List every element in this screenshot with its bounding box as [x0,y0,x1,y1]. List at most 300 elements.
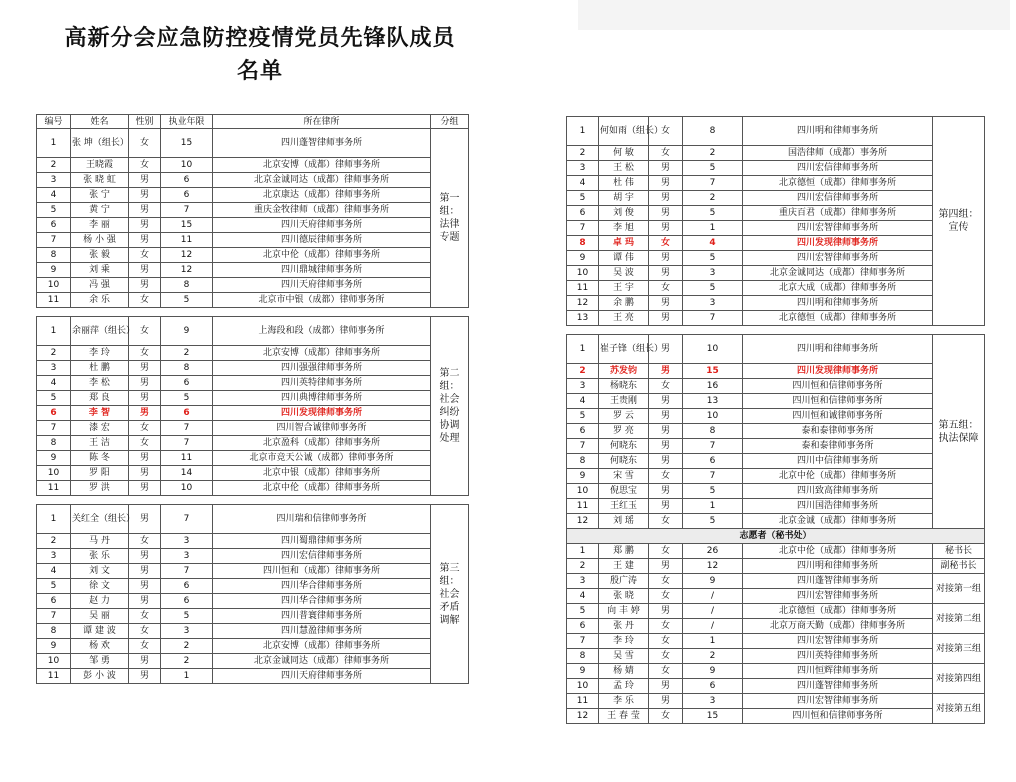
member-years: 12 [161,248,213,263]
row-number: 4 [37,376,71,391]
member-firm: 北京盈科（成都）律师事务所 [213,436,431,451]
member-firm: 北京中银（成都）律师事务所 [213,466,431,481]
page-title [40,22,480,88]
member-role: 对接第一组 [933,574,985,604]
member-firm: 四川慧盈律师事务所 [213,624,431,639]
row-number: 6 [37,406,71,421]
member-name: 冯 强 [71,278,129,293]
row-number: 8 [567,649,599,664]
row-number: 7 [567,221,599,236]
table-row [567,394,985,409]
member-firm: 四川典博律师事务所 [213,391,431,406]
member-name: 杜 鹏 [71,361,129,376]
row-number: 10 [37,278,71,293]
member-firm: 四川普寰律师事务所 [213,609,431,624]
member-name: 何晓东 [599,454,649,469]
table-row [37,421,469,436]
member-gender: 女 [129,624,161,639]
member-gender: 男 [649,364,683,379]
member-firm: 北京大成（成都）律师事务所 [743,281,933,296]
row-number: 8 [37,624,71,639]
member-gender: 女 [129,421,161,436]
row-number: 3 [567,574,599,589]
table-row [567,311,985,326]
group-label: 第五组：执法保障 [933,335,985,529]
member-name: 王 洁 [71,436,129,451]
row-number: 12 [567,296,599,311]
member-gender: 男 [129,278,161,293]
member-name: 张 晓 虹 [71,173,129,188]
member-firm: 四川恒辉律师事务所 [743,664,933,679]
table-row [37,406,469,421]
member-gender: 男 [129,263,161,278]
member-gender: 男 [649,424,683,439]
member-firm: 北京安博（成都）律师事务所 [213,346,431,361]
member-gender: 男 [129,188,161,203]
member-gender: 女 [129,346,161,361]
member-years: 2 [683,191,743,206]
member-gender: 女 [649,469,683,484]
table-row [37,579,469,594]
row-number: 10 [567,679,599,694]
row-number: 6 [567,206,599,221]
member-name: 吴 波 [599,266,649,281]
member-gender: 女 [129,129,161,158]
table-row [37,248,469,263]
volunteer-row [567,694,985,709]
row-number: 1 [567,544,599,559]
member-years: 2 [161,639,213,654]
table-row [567,281,985,296]
member-role: 对接第四组 [933,664,985,694]
member-name: 谭 建 波 [71,624,129,639]
member-years: 7 [161,505,213,534]
volunteer-row [567,589,985,604]
member-gender: 男 [649,394,683,409]
member-years: 4 [683,236,743,251]
table-row [37,317,469,346]
volunteer-row [567,559,985,574]
table-row [37,218,469,233]
row-number: 6 [567,619,599,634]
member-name: 刘 乘 [71,263,129,278]
table-row [37,481,469,496]
member-name: 张 毅 [71,248,129,263]
group3-body [37,505,469,684]
row-number: 10 [37,466,71,481]
volunteer-row [567,664,985,679]
table-row [37,346,469,361]
group1-body [37,129,469,308]
member-name: 郑 良 [71,391,129,406]
member-firm: 四川发现律师事务所 [743,236,933,251]
member-gender: 女 [649,236,683,251]
member-firm: 四川宏智律师事务所 [743,251,933,266]
table-row [37,376,469,391]
row-number: 12 [567,709,599,724]
member-years: 26 [683,544,743,559]
table-row [37,188,469,203]
member-firm: 北京安博（成都）律师事务所 [213,158,431,173]
table-row [567,484,985,499]
row-number: 6 [37,218,71,233]
row-number: 5 [37,203,71,218]
left-roster-sheet [36,114,468,746]
row-number: 3 [567,379,599,394]
member-firm: 四川天府律师事务所 [213,278,431,293]
member-firm: 北京中伦（成都）律师事务所 [213,481,431,496]
member-firm: 泰和泰律师事务所 [743,439,933,454]
row-number: 7 [37,421,71,436]
member-name: 邹 勇 [71,654,129,669]
member-years: 9 [683,574,743,589]
member-firm: 北京德恒（成都）律师事务所 [743,604,933,619]
member-firm: 北京金诚同达（成都）律师事务所 [213,173,431,188]
table-row [567,424,985,439]
member-gender: 女 [649,379,683,394]
member-gender: 男 [649,454,683,469]
member-name: 黄 宁 [71,203,129,218]
member-firm: 北京安博（成都）律师事务所 [213,639,431,654]
member-firm: 四川宏智律师事务所 [743,589,933,604]
member-years: 7 [161,564,213,579]
row-number: 11 [567,281,599,296]
member-name: 余 乐 [71,293,129,308]
member-firm: 四川明和律师事务所 [743,559,933,574]
member-gender: 男 [649,484,683,499]
table-row [567,296,985,311]
table-row [37,278,469,293]
group-label: 第一组：法律专题 [431,129,469,308]
table-row [567,161,985,176]
row-number: 2 [567,559,599,574]
member-firm: 四川恒和信律师事务所 [743,394,933,409]
member-gender: 男 [649,679,683,694]
member-years: 12 [161,263,213,278]
member-years: 10 [683,335,743,364]
member-name: 李 玲 [71,346,129,361]
col-name: 姓名 [71,115,129,129]
member-years: 7 [683,439,743,454]
member-name: 李 丽 [71,218,129,233]
row-number: 5 [567,409,599,424]
volunteer-row [567,634,985,649]
member-firm: 北京中伦（成都）律师事务所 [213,248,431,263]
member-name: 张 坤（组长） [71,129,129,158]
member-name: 刘 文 [71,564,129,579]
volunteer-row [567,649,985,664]
member-years: 2 [683,146,743,161]
member-years: 8 [683,424,743,439]
member-firm: 北京市竞天公诚（成都）律师事务所 [213,451,431,466]
member-gender: 男 [129,233,161,248]
member-firm: 国浩律师（成都）事务所 [743,146,933,161]
member-years: 5 [683,251,743,266]
left-header-row [37,115,469,129]
row-number: 2 [37,346,71,361]
member-gender: 女 [129,317,161,346]
member-years: 9 [161,317,213,346]
member-firm: 四川宏智律师事务所 [743,694,933,709]
row-number: 6 [567,424,599,439]
group4-body [567,117,985,326]
member-years: 7 [161,436,213,451]
member-years: 15 [161,218,213,233]
table-row [37,669,469,684]
member-years: 5 [683,484,743,499]
member-years: 6 [161,173,213,188]
table-row [567,117,985,146]
member-name: 张 丹 [599,619,649,634]
member-firm: 重庆金牧律师（成都）律师事务所 [213,203,431,218]
member-years: 6 [161,376,213,391]
member-role: 对接第三组 [933,634,985,664]
member-gender: 女 [649,664,683,679]
member-firm: 重庆百君（成都）律师事务所 [743,206,933,221]
member-years: 6 [161,594,213,609]
table-row [37,549,469,564]
member-years: 5 [161,391,213,406]
row-number: 3 [37,361,71,376]
table-row [37,173,469,188]
table-row [37,263,469,278]
row-number: 1 [567,117,599,146]
member-firm: 北京德恒（成都）律师事务所 [743,176,933,191]
right-roster-table [566,116,985,724]
table-row [567,191,985,206]
col-group: 分组 [431,115,469,129]
row-number: 7 [37,233,71,248]
member-gender: 男 [649,251,683,266]
member-firm: 四川智合诚律师事务所 [213,421,431,436]
member-role: 副秘书长 [933,559,985,574]
member-firm: 四川致高律师事务所 [743,484,933,499]
row-number: 9 [567,664,599,679]
member-firm: 北京市中银（成都）律师事务所 [213,293,431,308]
member-years: 11 [161,451,213,466]
member-gender: 女 [649,709,683,724]
table-row [567,364,985,379]
member-gender: 男 [649,266,683,281]
table-row [37,361,469,376]
member-years: 13 [683,394,743,409]
member-name: 王 春 莹 [599,709,649,724]
member-name: 罗 亮 [599,424,649,439]
member-name: 王 建 [599,559,649,574]
member-gender: 男 [129,391,161,406]
member-gender: 男 [129,549,161,564]
table-row [37,654,469,669]
table-row [37,609,469,624]
member-years: 7 [683,176,743,191]
member-name: 王晓霞 [71,158,129,173]
member-name: 张 宁 [71,188,129,203]
row-number: 11 [567,499,599,514]
table-row [567,251,985,266]
member-name: 杨 婧 [599,664,649,679]
member-gender: 男 [129,466,161,481]
volunteer-row [567,604,985,619]
row-number: 7 [567,634,599,649]
table-row [567,146,985,161]
member-firm: 四川中信律师事务所 [743,454,933,469]
row-number: 9 [37,639,71,654]
member-gender: 男 [129,451,161,466]
member-years: 7 [683,311,743,326]
member-name: 杨 小 强 [71,233,129,248]
col-years: 执业年限 [161,115,213,129]
member-gender: 男 [649,694,683,709]
member-firm: 四川蓬智律师事务所 [743,574,933,589]
row-number: 4 [567,394,599,409]
group-label: 第四组：宣传 [933,117,985,326]
row-number: 3 [37,173,71,188]
table-row [567,176,985,191]
member-name: 王贵刚 [599,394,649,409]
row-number: 11 [37,481,71,496]
member-name: 宋 雪 [599,469,649,484]
row-number: 10 [567,266,599,281]
table-row [567,469,985,484]
member-firm: 四川宏信律师事务所 [213,549,431,564]
member-years: 5 [161,609,213,624]
row-number: 9 [37,451,71,466]
title-line-1: 高新分会应急防控疫情党员先锋队成员 [64,26,456,51]
member-gender: 男 [649,191,683,206]
member-name: 余丽萍（组长） [71,317,129,346]
table-row [37,624,469,639]
member-name: 王红玉 [599,499,649,514]
title-line-2: 名单 [236,59,283,84]
member-years: 15 [161,129,213,158]
member-years: 11 [161,233,213,248]
group-gap [567,326,985,335]
member-gender: 男 [129,173,161,188]
member-name: 何 敏 [599,146,649,161]
member-name: 殷广涛 [599,574,649,589]
member-firm: 四川英特律师事务所 [213,376,431,391]
member-name: 苏发钧 [599,364,649,379]
member-years: 8 [161,278,213,293]
row-number: 2 [37,158,71,173]
table-row [567,266,985,281]
member-firm: 四川明和律师事务所 [743,335,933,364]
group2-body [37,317,469,496]
table-row [567,206,985,221]
table-row [37,639,469,654]
member-name: 谭 伟 [599,251,649,266]
member-name: 李 乐 [599,694,649,709]
member-years: 2 [161,654,213,669]
row-number: 11 [37,293,71,308]
table-row [37,233,469,248]
member-gender: 男 [129,203,161,218]
member-name: 崔子锋（组长） [599,335,649,364]
member-name: 向 丰 婷 [599,604,649,619]
member-gender: 女 [649,514,683,529]
member-name: 郑 鹏 [599,544,649,559]
member-name: 罗 阳 [71,466,129,481]
member-years: 3 [683,266,743,281]
table-row [37,594,469,609]
member-gender: 男 [649,176,683,191]
volunteer-row [567,544,985,559]
member-gender: 女 [129,639,161,654]
member-years: 8 [161,361,213,376]
member-firm: 四川恒和（成都）律师事务所 [213,564,431,579]
member-firm: 四川恒和信律师事务所 [743,379,933,394]
table-row [567,236,985,251]
member-gender: 男 [649,311,683,326]
member-years: 8 [683,117,743,146]
member-name: 李 智 [71,406,129,421]
row-number: 4 [37,188,71,203]
member-gender: 女 [649,146,683,161]
member-firm: 北京康达（成都）律师事务所 [213,188,431,203]
member-name: 刘 瑶 [599,514,649,529]
member-years: 2 [161,346,213,361]
member-name: 孟 玲 [599,679,649,694]
member-gender: 男 [649,161,683,176]
row-number: 7 [567,439,599,454]
row-number: 4 [37,564,71,579]
member-gender: 女 [129,293,161,308]
table-row [37,534,469,549]
member-gender: 女 [649,589,683,604]
member-years: / [683,604,743,619]
member-gender: 男 [649,439,683,454]
volunteer-row [567,679,985,694]
member-firm: 四川发现律师事务所 [743,364,933,379]
table-row [567,409,985,424]
member-gender: 女 [649,544,683,559]
member-name: 张 乐 [71,549,129,564]
member-years: 10 [161,158,213,173]
member-years: 5 [683,161,743,176]
row-number: 13 [567,311,599,326]
row-number: 8 [567,236,599,251]
table-row [567,499,985,514]
group-label: 第三组：社会矛盾调解 [431,505,469,684]
member-years: 5 [683,206,743,221]
volunteer-header: 志愿者（秘书处） [567,529,985,544]
member-name: 张 晓 [599,589,649,604]
table-row [567,221,985,236]
member-firm: 北京中伦（成都）律师事务所 [743,544,933,559]
member-years: 3 [683,296,743,311]
member-firm: 上海段和段（成都）律师事务所 [213,317,431,346]
table-row [37,505,469,534]
member-name: 刘 俊 [599,206,649,221]
member-years: 16 [683,379,743,394]
row-number: 10 [567,484,599,499]
row-number: 5 [567,604,599,619]
member-name: 关红全（组长） [71,505,129,534]
row-number: 4 [567,589,599,604]
col-gender: 性别 [129,115,161,129]
member-name: 胡 宇 [599,191,649,206]
member-firm: 北京中伦（成都）律师事务所 [743,469,933,484]
member-name: 何如雨（组长） [599,117,649,146]
member-gender: 男 [129,481,161,496]
member-years: 10 [161,481,213,496]
member-name: 杨 欢 [71,639,129,654]
volunteer-header-row [567,529,985,544]
left-roster-table [36,114,469,684]
member-name: 彭 小 波 [71,669,129,684]
row-number: 8 [37,248,71,263]
member-name: 倪思宝 [599,484,649,499]
